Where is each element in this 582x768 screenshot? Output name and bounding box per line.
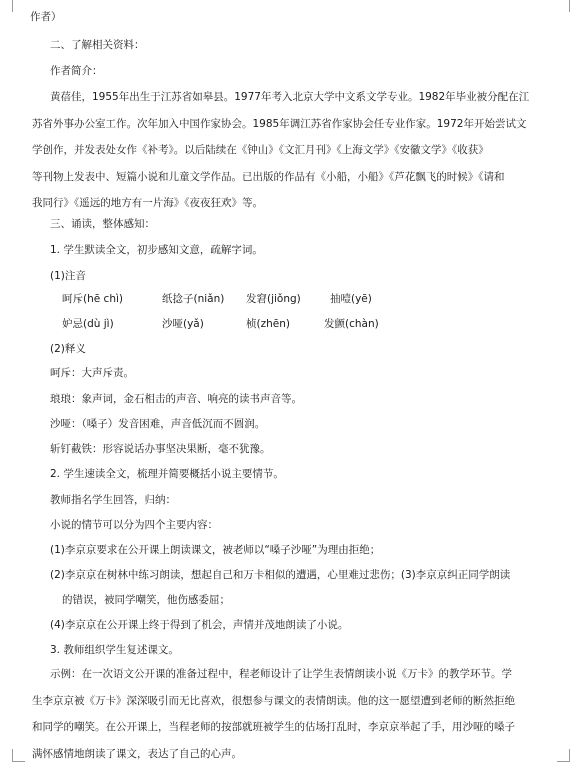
- pinyin-item: 发颤(chàn): [324, 318, 379, 330]
- pinyin-item: 抽噎(yē): [330, 293, 372, 305]
- subheading: 作者简介：: [50, 65, 103, 77]
- plot-point: (1)李京京要求在公开课上朗读课文，被老师以“嗓子沙哑”为理由拒绝；: [50, 544, 381, 556]
- text-line: (1)注音: [50, 270, 86, 282]
- definition-line: 琅琅：象声词，金石相击的声音、响亮的读书声音等。: [50, 393, 302, 405]
- crop-mark-top-left: [12, 0, 25, 12]
- crop-mark-bottom-left: [12, 749, 25, 762]
- text-line: 教师指名学生回答，归纳：: [50, 494, 176, 506]
- definition-line: 呵斥：大声斥责。: [50, 367, 134, 379]
- bio-line: 黄蓓佳，1955年出生于江苏省如皋县。1977年考入北京大学中文系文学专业。1982年毕业被分配在江: [50, 91, 530, 103]
- example-line: 生李京京被《万卡》深深吸引而无比喜欢，很想参与课文的表情朗读。他的这一愿望遭到老师的断然拒绝: [32, 694, 515, 707]
- bio-line: 学创作，并发表处女作《补考》。以后陆续在《钟山》《文汇月刊》《上海文学》《安徽文学》《收获》: [32, 144, 489, 156]
- definition-line: 沙哑：（嗓子）发音困难，声音低沉而不圆润。: [50, 418, 266, 430]
- example-line: 示例：在一次语文公开课的准备过程中，程老师设计了让学生表情朗读小说《万卡》的教学环节。学: [50, 668, 512, 680]
- text-line: 1. 学生默读全文，初步感知文意，疏解字词。: [50, 244, 263, 256]
- text-line: 3. 教师组织学生复述课文。: [50, 644, 179, 656]
- pinyin-item: 纸捻子(niǎn): [162, 293, 225, 305]
- example-paragraph: [32, 661, 548, 767]
- definition-line: 斩钉截铁：形容说话办事坚决果断，毫不犹豫。: [50, 443, 271, 455]
- example-line: 和同学的嘲笑。在公开课上，当程老师的按部就班被学生的估场打乱时，李京京举起了手，用沙哑的嗓子: [32, 721, 515, 733]
- plot-point: (4)李京京在公开课上终于得到了机会，声情并茂地朗读了小说。: [50, 619, 349, 631]
- section-heading: 三、诵读，整体感知：: [50, 218, 155, 230]
- text-line: (2)释义: [50, 343, 86, 355]
- plot-point: (2)李京京在树林中练习朗读，想起自己和万卡相似的遭遇，心里难过悲伤；(3)李京京纠正同学朗读: [50, 569, 511, 581]
- author-bio-paragraph: [32, 84, 548, 217]
- bio-line: 等刊物上发表中、短篇小说和儿童文学作品。已出版的作品有《小船，小船》《芦花飘飞的时候》《请和: [32, 170, 505, 183]
- text-line: 小说的情节可以分为四个主要内容：: [50, 519, 218, 531]
- bio-line: 苏省外事办公室工作。次年加入中国作家协会。1985年调江苏省作家协会任专业作家。1972年开始尝试文: [32, 117, 527, 130]
- plot-point: 的错误，被同学嘲笑，他伤感委屈；: [62, 594, 230, 606]
- example-line: 满怀感情地朗读了课文，表达了自己的心声。: [32, 747, 242, 760]
- section-heading: 二、了解相关资料：: [50, 39, 145, 51]
- pinyin-item: 桢(zhēn): [246, 318, 290, 330]
- crop-mark-top-right: [557, 0, 570, 12]
- crop-mark-bottom-right: [557, 749, 570, 762]
- pinyin-item: 呵斥(hē chì): [62, 293, 123, 305]
- pinyin-item: 发窘(jiǒng): [246, 293, 301, 305]
- pinyin-item: 沙哑(yǎ): [162, 318, 204, 330]
- bio-line: 我同行》《遥远的地方有一片海》《夜夜狂欢》等。: [32, 197, 263, 209]
- pinyin-item: 妒忌(dù jì): [62, 318, 114, 330]
- text-line: 2. 学生速读全文，梳理并简要概括小说主要情节。: [50, 468, 284, 480]
- text-line: 作者）: [30, 11, 62, 23]
